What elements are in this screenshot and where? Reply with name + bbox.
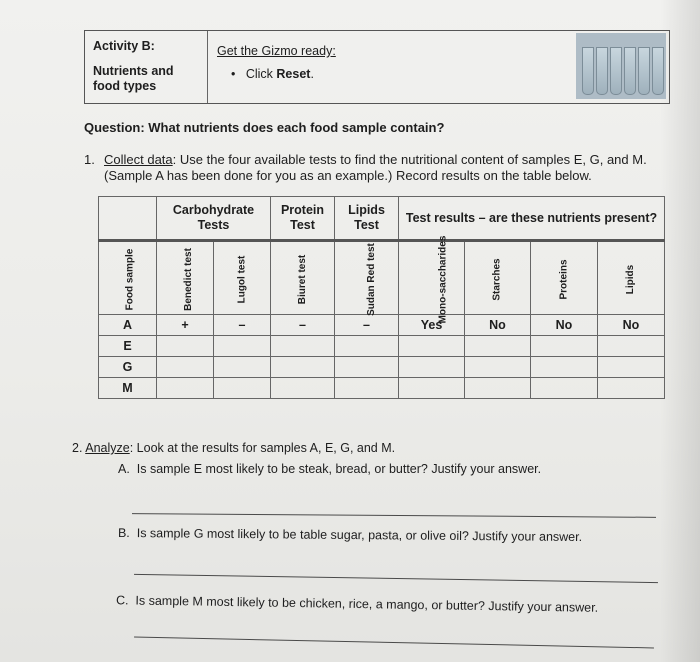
bullet-icon: • — [231, 67, 236, 81]
table-cell[interactable] — [157, 357, 214, 378]
gizmo-step-suffix: . — [310, 67, 314, 81]
table-cell[interactable]: No — [465, 315, 531, 336]
lipids-header: Lipids — [598, 241, 665, 315]
instruction-1-number: 1. — [84, 152, 95, 167]
gizmo-step-prefix: Click — [245, 67, 273, 81]
table-cell[interactable] — [598, 357, 665, 378]
table-cell[interactable] — [335, 378, 399, 399]
question-a-label: A. — [118, 462, 130, 476]
table-cell[interactable]: – — [335, 315, 399, 336]
empty-corner-cell — [99, 197, 157, 241]
protein-test-header: Protein Test — [271, 197, 335, 241]
table-cell[interactable] — [399, 378, 465, 399]
table-cell[interactable]: – — [214, 315, 271, 336]
instruction-2-number: 2. — [72, 441, 83, 455]
test-tube-icon — [624, 47, 636, 95]
question-a — [118, 462, 541, 476]
table-cell[interactable] — [271, 357, 335, 378]
table-row — [99, 315, 665, 336]
table-cell[interactable] — [531, 357, 598, 378]
table-cell[interactable]: Yes — [399, 315, 465, 336]
starches-header: Starches — [465, 241, 531, 315]
main-question: Question: What nutrients does each food sample contain? — [84, 120, 445, 135]
table-cell[interactable] — [271, 336, 335, 357]
test-tube-icon — [652, 47, 664, 95]
table-cell[interactable]: + — [157, 315, 214, 336]
instruction-2-body: : Look at the results for samples A, E, G, and M. — [129, 441, 396, 455]
gizmo-step — [217, 67, 336, 81]
table-row — [99, 357, 665, 378]
collect-data-heading: Collect data — [104, 152, 173, 167]
table-subheader-row — [99, 241, 665, 315]
proteins-header: Proteins — [531, 241, 598, 315]
table-cell[interactable] — [157, 336, 214, 357]
question-b — [118, 526, 582, 544]
gizmo-title: Get the Gizmo ready: — [217, 44, 336, 58]
lugol-test-header: Lugol test — [214, 241, 271, 315]
activity-topic-line1: Nutrients and — [93, 64, 174, 78]
question-a-text: Is sample E most likely to be steak, bread, or butter? Justify your answer. — [136, 462, 542, 476]
table-cell[interactable] — [271, 378, 335, 399]
table-cell[interactable] — [335, 336, 399, 357]
table-group-header-row — [99, 197, 665, 241]
table-cell[interactable]: No — [531, 315, 598, 336]
question-b-label: B. — [117, 525, 130, 541]
table-cell[interactable] — [531, 336, 598, 357]
question-b-text: Is sample G most likely to be table sugar, pasta, or olive oil? Justify your answer. — [136, 526, 583, 545]
activity-label: Activity B: — [93, 39, 155, 53]
sample-label: M — [99, 378, 157, 399]
sample-label: G — [99, 357, 157, 378]
question-c-text: Is sample M most likely to be chicken, rice, a mango, or butter? Justify your answer. — [135, 593, 599, 615]
lipids-test-header: Lipids Test — [335, 197, 399, 241]
sudan-red-test-header: Sudan Red test — [335, 241, 399, 315]
gizmo-step-action: Reset — [276, 67, 311, 81]
instruction-1-body: : Use the four available tests to find the nutritional content of samples E, G, and M. (Sample A has been done for you as an example.) Record results on the table below. — [104, 152, 647, 183]
table-cell[interactable] — [531, 378, 598, 399]
test-results-header: Test results – are these nutrients present? — [399, 197, 665, 241]
table-row — [99, 336, 665, 357]
instruction-1 — [84, 152, 674, 184]
benedict-test-header: Benedict test — [157, 241, 214, 315]
test-tube-icon — [610, 47, 622, 95]
test-tube-icon — [582, 47, 594, 95]
question-c-label: C. — [115, 593, 129, 608]
table-cell[interactable] — [335, 357, 399, 378]
question-c — [116, 593, 598, 615]
table-cell[interactable]: No — [598, 315, 665, 336]
sample-label: A — [99, 315, 157, 336]
biuret-test-header: Biuret test — [271, 241, 335, 315]
answer-line-b[interactable] — [134, 574, 658, 583]
table-row — [99, 378, 665, 399]
table-cell[interactable] — [465, 357, 531, 378]
table-cell[interactable] — [214, 357, 271, 378]
test-tube-icon — [638, 47, 650, 95]
gizmo-test-tubes-image — [576, 33, 666, 99]
table-cell[interactable] — [465, 336, 531, 357]
activity-header-box — [84, 30, 670, 104]
header-divider — [207, 31, 208, 103]
sample-label: E — [99, 336, 157, 357]
carbohydrate-tests-header: Carbohydrate Tests — [157, 197, 271, 241]
monosaccharides-header: Mono-saccharides — [399, 241, 465, 315]
table-cell[interactable] — [157, 378, 214, 399]
table-cell[interactable] — [214, 336, 271, 357]
food-sample-header: Food sample — [99, 241, 157, 315]
answer-line-c[interactable] — [134, 637, 654, 649]
table-cell[interactable] — [598, 336, 665, 357]
results-table — [98, 196, 665, 399]
test-tube-icon — [596, 47, 608, 95]
table-cell[interactable] — [399, 357, 465, 378]
activity-label-cell — [93, 39, 174, 94]
instruction-2 — [72, 441, 395, 455]
table-cell[interactable] — [399, 336, 465, 357]
answer-line-a[interactable] — [132, 513, 656, 518]
analyze-heading: Analyze — [85, 441, 130, 455]
table-cell[interactable] — [598, 378, 665, 399]
table-cell[interactable] — [465, 378, 531, 399]
table-cell[interactable] — [214, 378, 271, 399]
gizmo-instructions — [217, 44, 336, 81]
table-cell[interactable]: – — [271, 315, 335, 336]
instruction-1-text — [104, 152, 674, 184]
activity-topic-line2: food types — [93, 79, 157, 93]
